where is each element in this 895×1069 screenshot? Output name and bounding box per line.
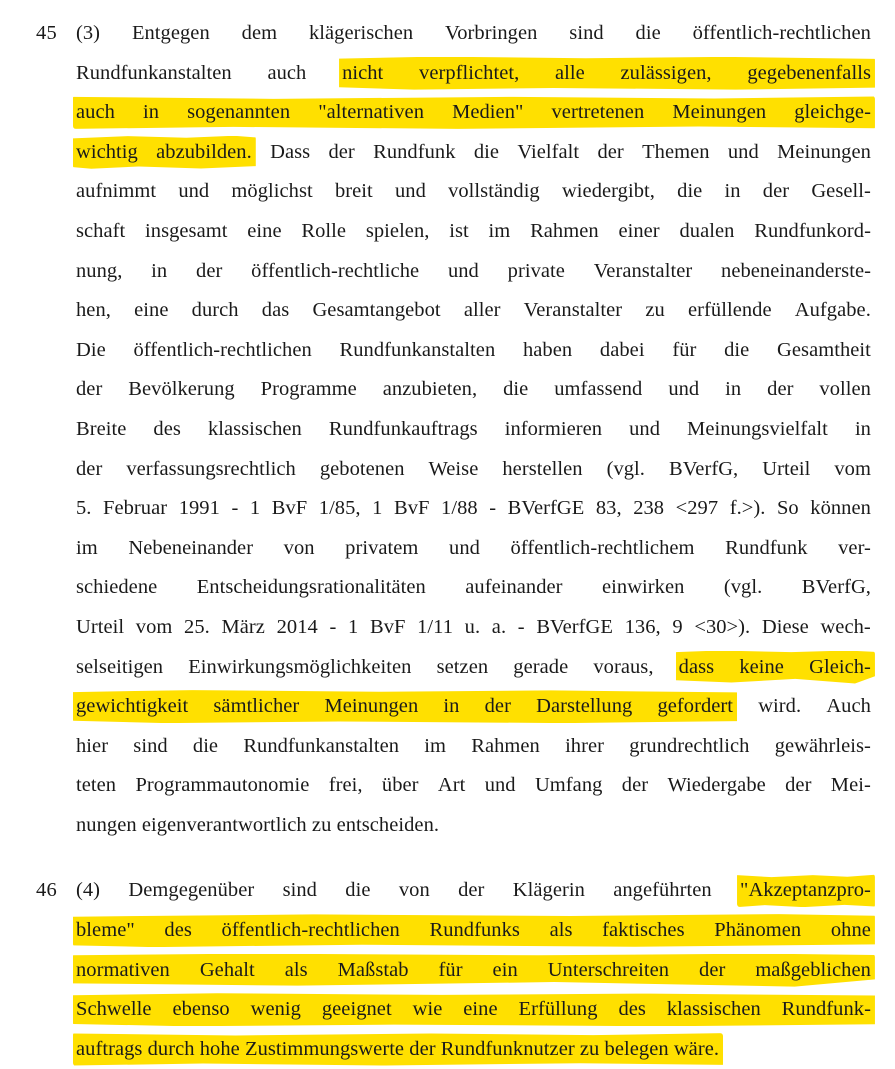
word: Rundfunkanstalten (76, 61, 232, 84)
word: Demgegenüber (128, 879, 255, 902)
word: aller (463, 299, 501, 322)
word: klägerischen (308, 22, 414, 44)
word: Entscheidungsrationalitäten (196, 576, 426, 599)
word: So (776, 497, 799, 520)
word: der (597, 140, 624, 163)
word: des (618, 998, 646, 1021)
word: faktisches (602, 919, 685, 942)
word: durch (147, 1037, 195, 1060)
word: Wiedergabe (667, 774, 766, 797)
word: - (517, 615, 525, 638)
word: sind (282, 879, 317, 902)
word: geeignet (321, 998, 392, 1021)
text-line (76, 990, 871, 1030)
word: Rundfunk (725, 536, 808, 559)
text-line (76, 871, 871, 911)
word: Meinungen (672, 101, 767, 124)
word: klassischen (666, 998, 761, 1021)
word: Maßstab (337, 958, 409, 981)
word: wichtig (76, 140, 138, 163)
word: die (473, 140, 500, 163)
word: Bevölkerung (128, 378, 235, 401)
word: über (381, 774, 419, 797)
word: März (221, 615, 265, 638)
word: herstellen (502, 457, 583, 480)
word: Dass (270, 140, 311, 163)
word: teten (76, 774, 117, 797)
word: Medien" (452, 101, 524, 124)
word: zu (579, 1037, 600, 1060)
word: von (398, 879, 430, 902)
word: hier (76, 734, 109, 757)
word: BvF (271, 497, 308, 520)
word: die (192, 734, 219, 757)
word: spielen, (365, 219, 430, 242)
word: wiedergibt, (561, 180, 655, 203)
word: Gesell- (811, 180, 871, 203)
word: Die (76, 338, 106, 361)
word: auch (76, 101, 115, 124)
word: verfassungsrechtlich (126, 457, 296, 480)
word: in (151, 259, 168, 282)
word: im (76, 536, 98, 559)
word: zu (311, 813, 332, 836)
word: Zustimmungswerte (245, 1037, 405, 1060)
word: Gleich- (809, 655, 871, 678)
word: 2014 (276, 615, 318, 638)
word: Auch (826, 695, 871, 718)
word: der (767, 378, 794, 401)
word: BVerfG, (668, 457, 739, 480)
word: anzubieten, (382, 378, 478, 401)
word: - (489, 497, 497, 520)
word: setzen (436, 655, 489, 678)
word: Meinungsvielfalt (687, 417, 828, 440)
word: auch (267, 61, 307, 84)
text-line (76, 489, 871, 529)
word: Nebeneinander (128, 536, 254, 559)
word: und (449, 536, 480, 559)
word: Klägerin (512, 879, 585, 902)
word: Veranstalter (523, 299, 623, 322)
word: Gesamtangebot (312, 299, 441, 322)
word: für (438, 958, 463, 981)
word: die (724, 338, 750, 361)
word: einer (618, 219, 660, 242)
word: Rolle (301, 219, 347, 242)
word: Rundfunk (373, 140, 456, 163)
word: Weise (428, 457, 479, 480)
word: dualen (679, 219, 735, 242)
word: ver- (838, 536, 871, 559)
word: aufeinander (465, 576, 563, 599)
word: sind (133, 734, 168, 757)
word: im (488, 219, 511, 242)
word: gewährleis- (774, 734, 871, 757)
word: hen, (76, 299, 111, 322)
word: Aufgabe. (794, 299, 871, 322)
word: Breite (76, 417, 127, 440)
word: die (677, 180, 703, 203)
word: 1/88 (441, 497, 478, 520)
word: BVerfGE (536, 615, 613, 638)
word: angeführten (613, 879, 712, 902)
word: öffentlich-rechtlichen (133, 338, 312, 361)
word: ein (492, 958, 518, 981)
word: privatem (345, 536, 419, 559)
word: 1991 (178, 497, 220, 520)
word: gegebenenfalls (747, 61, 871, 84)
word: BVerfGE (507, 497, 585, 520)
word: wird. (758, 695, 802, 718)
word: ist (449, 219, 469, 242)
word: gefordert (657, 695, 734, 718)
paragraph-row (24, 871, 871, 1069)
word: selseitigen (76, 655, 164, 678)
word: nung, (76, 259, 123, 282)
word: aufnimmt (76, 180, 157, 203)
word: gerade (513, 655, 569, 678)
text-line (76, 687, 871, 727)
word: - (329, 615, 337, 638)
text-line (76, 951, 871, 991)
word: 1/11 (417, 615, 453, 638)
word: öffentlich-rechtlichen (692, 22, 871, 44)
word: und (629, 417, 661, 440)
word: das (261, 299, 290, 322)
text-line (76, 252, 871, 292)
word: voraus, (593, 655, 654, 678)
word: und (484, 774, 516, 797)
word: die (503, 378, 529, 401)
word: Programmautonomie (135, 774, 310, 797)
word: Rundfunkord- (754, 219, 871, 242)
word: erfüllende (688, 299, 772, 322)
word: breit (334, 180, 373, 203)
word: umfassend (554, 378, 643, 401)
text-line (76, 54, 871, 94)
word: und (394, 180, 426, 203)
paragraph-text (76, 14, 871, 845)
word: in (443, 695, 460, 718)
word: BVerfG, (801, 576, 871, 599)
word: 1 (372, 497, 383, 520)
word: Vorbringen (445, 22, 538, 44)
word: haben (522, 338, 573, 361)
text-line (76, 766, 871, 806)
word: Gesamtheit (777, 338, 871, 361)
text-line (76, 212, 871, 252)
word: informieren (504, 417, 603, 440)
word: 5. (76, 497, 92, 520)
word: alle (555, 61, 585, 84)
word: frei, (328, 774, 363, 797)
word: der (409, 1037, 436, 1060)
word: - (231, 497, 239, 520)
paragraph-number: 46 (36, 879, 57, 902)
text-line (76, 14, 871, 54)
word: im (424, 734, 446, 757)
word: sämtlicher (213, 695, 300, 718)
word: Rahmen (471, 734, 540, 757)
word: schiedene (76, 576, 158, 599)
word: in (724, 180, 741, 203)
text-line (76, 568, 871, 608)
word: Themen (642, 140, 710, 163)
word: Rundfunkauftrags (328, 417, 478, 440)
text-line (76, 727, 871, 767)
word: 1 (348, 615, 359, 638)
word: a. (491, 615, 507, 638)
word: Veranstalter (593, 259, 693, 282)
word: (4) (76, 879, 101, 902)
word: keine (739, 655, 784, 678)
word: der (621, 774, 649, 797)
word: insgesamt (145, 219, 228, 242)
word: eigenverantwortlich (141, 813, 307, 836)
word: als (284, 958, 308, 981)
word: Meinungen (324, 695, 419, 718)
word: dabei (599, 338, 645, 361)
word: 25. (184, 615, 210, 638)
word: (vgl. (723, 576, 763, 599)
word: Umfang (534, 774, 603, 797)
word: Programme (260, 378, 357, 401)
word: 1 (249, 497, 261, 520)
word: für (672, 338, 697, 361)
word: Rahmen (530, 219, 599, 242)
word: öffentlich-rechtlichem (510, 536, 695, 559)
word: und (178, 180, 210, 203)
word: Rundfunkanstalten (339, 338, 496, 361)
word: nebeneinanderste- (721, 259, 871, 282)
word: Urteil (762, 457, 811, 480)
word: hohe (199, 1037, 240, 1060)
word: der (458, 879, 485, 902)
text-line (76, 133, 871, 173)
text-line (76, 410, 871, 450)
word: sind (569, 22, 604, 44)
word: eine (247, 219, 282, 242)
text-line (76, 911, 871, 951)
word: der (484, 695, 511, 718)
word: der (76, 378, 103, 401)
word: sogenannten (187, 101, 291, 124)
word: die (635, 22, 661, 44)
word: vom (834, 457, 871, 480)
word: und (727, 140, 759, 163)
paragraph (24, 871, 871, 1069)
word: gleichge- (794, 101, 871, 124)
word: 83, (595, 497, 622, 520)
word: Schwelle (76, 998, 152, 1021)
word: des (153, 417, 181, 440)
word: der (699, 958, 726, 981)
word: wäre. (673, 1037, 720, 1060)
word: Diese (761, 615, 809, 638)
word: f.>). (729, 497, 766, 520)
word: vom (135, 615, 173, 638)
word: verpflichtet, (419, 61, 520, 84)
word: dem (241, 22, 278, 44)
word: einwirken (602, 576, 685, 599)
word: abzubilden. (156, 140, 252, 163)
word: Mei- (830, 774, 871, 797)
word: eine (134, 299, 169, 322)
word: Rundfunks (429, 919, 520, 942)
word: 9 (672, 615, 683, 638)
word: Februar (103, 497, 168, 520)
word: (3) (76, 22, 101, 44)
word: Art (437, 774, 466, 797)
word: durch (191, 299, 239, 322)
word: der (328, 140, 355, 163)
word: als (549, 919, 573, 942)
text-line (76, 1030, 871, 1069)
text-line (76, 172, 871, 212)
word: maßgeblichen (755, 958, 871, 981)
text-line (76, 806, 871, 846)
paragraph-container (24, 14, 871, 1069)
word: eine (463, 998, 498, 1021)
text-line (76, 648, 871, 688)
word: der (196, 259, 223, 282)
word: möglichst (231, 180, 313, 203)
word: gebotenen (319, 457, 405, 480)
word: nungen (76, 813, 137, 836)
text-line (76, 370, 871, 410)
word: <297 (675, 497, 719, 520)
word: gewichtigkeit (76, 695, 189, 718)
word: auftrags (76, 1037, 143, 1060)
word: dass (678, 655, 715, 678)
text-line (76, 450, 871, 490)
text-line (76, 529, 871, 569)
word: öffentlich-rechtlichen (221, 919, 400, 942)
word: die (345, 879, 371, 902)
paragraph-text (76, 871, 871, 1069)
word: der (762, 180, 790, 203)
word: klassischen (207, 417, 302, 440)
word: vertretenen (551, 101, 645, 124)
word: 136, (624, 615, 661, 638)
word: Rundfunk- (781, 998, 871, 1021)
word: "alternativen (318, 101, 424, 124)
text-line (76, 331, 871, 371)
word: private (507, 259, 565, 282)
word: vollen (819, 378, 871, 401)
text-line (76, 291, 871, 331)
paragraph-row (24, 14, 871, 845)
word: Unterschreiten (547, 958, 670, 981)
word: können (810, 497, 871, 520)
word: Entgegen (131, 22, 210, 44)
word: des (164, 919, 192, 942)
word: in (725, 378, 742, 401)
word: nicht (342, 61, 384, 84)
word: Einwirkungsmöglichkeiten (188, 655, 412, 678)
word: und (668, 378, 700, 401)
word: wie (412, 998, 443, 1021)
word: <30>). (694, 615, 751, 638)
word: wenig (250, 998, 301, 1021)
word: öffentlich-rechtliche (251, 259, 420, 282)
word: Vielfalt (517, 140, 580, 163)
word: Erfüllung (518, 998, 598, 1021)
word: Rundfunkanstalten (243, 734, 400, 757)
word: entscheiden. (336, 813, 440, 836)
paragraph-number: 45 (36, 22, 57, 44)
word: Darstellung (536, 695, 633, 718)
word: u. (464, 615, 481, 638)
word: belegen (604, 1037, 669, 1060)
word: Meinungen (777, 140, 871, 163)
word: ihrer (565, 734, 605, 757)
word: ohne (830, 919, 871, 942)
word: vollständig (448, 180, 540, 203)
word: der (76, 457, 103, 480)
word: zu (645, 299, 665, 322)
word: Urteil (76, 615, 125, 638)
word: Phänomen (714, 919, 802, 942)
word: wech- (820, 615, 871, 638)
word: Gehalt (199, 958, 255, 981)
word: ebenso (172, 998, 230, 1021)
word: der (785, 774, 812, 797)
text-line (76, 93, 871, 133)
word: normativen (76, 958, 170, 981)
word: 1/85, (318, 497, 361, 520)
word: in (142, 101, 160, 124)
word: grundrechtlich (629, 734, 750, 757)
word: zulässigen, (620, 61, 712, 84)
paragraph (24, 14, 871, 845)
word: und (447, 259, 479, 282)
word: BvF (369, 615, 406, 638)
word: 238 (633, 497, 665, 520)
text-line (76, 608, 871, 648)
word: (vgl. (606, 457, 645, 480)
word: "Akzeptanzpro- (740, 879, 871, 902)
word: Rundfunknutzer (440, 1037, 575, 1060)
word: BvF (394, 497, 430, 520)
word: schaft (76, 219, 126, 242)
word: von (283, 536, 315, 559)
word: bleme" (76, 919, 135, 942)
word: in (854, 417, 871, 440)
